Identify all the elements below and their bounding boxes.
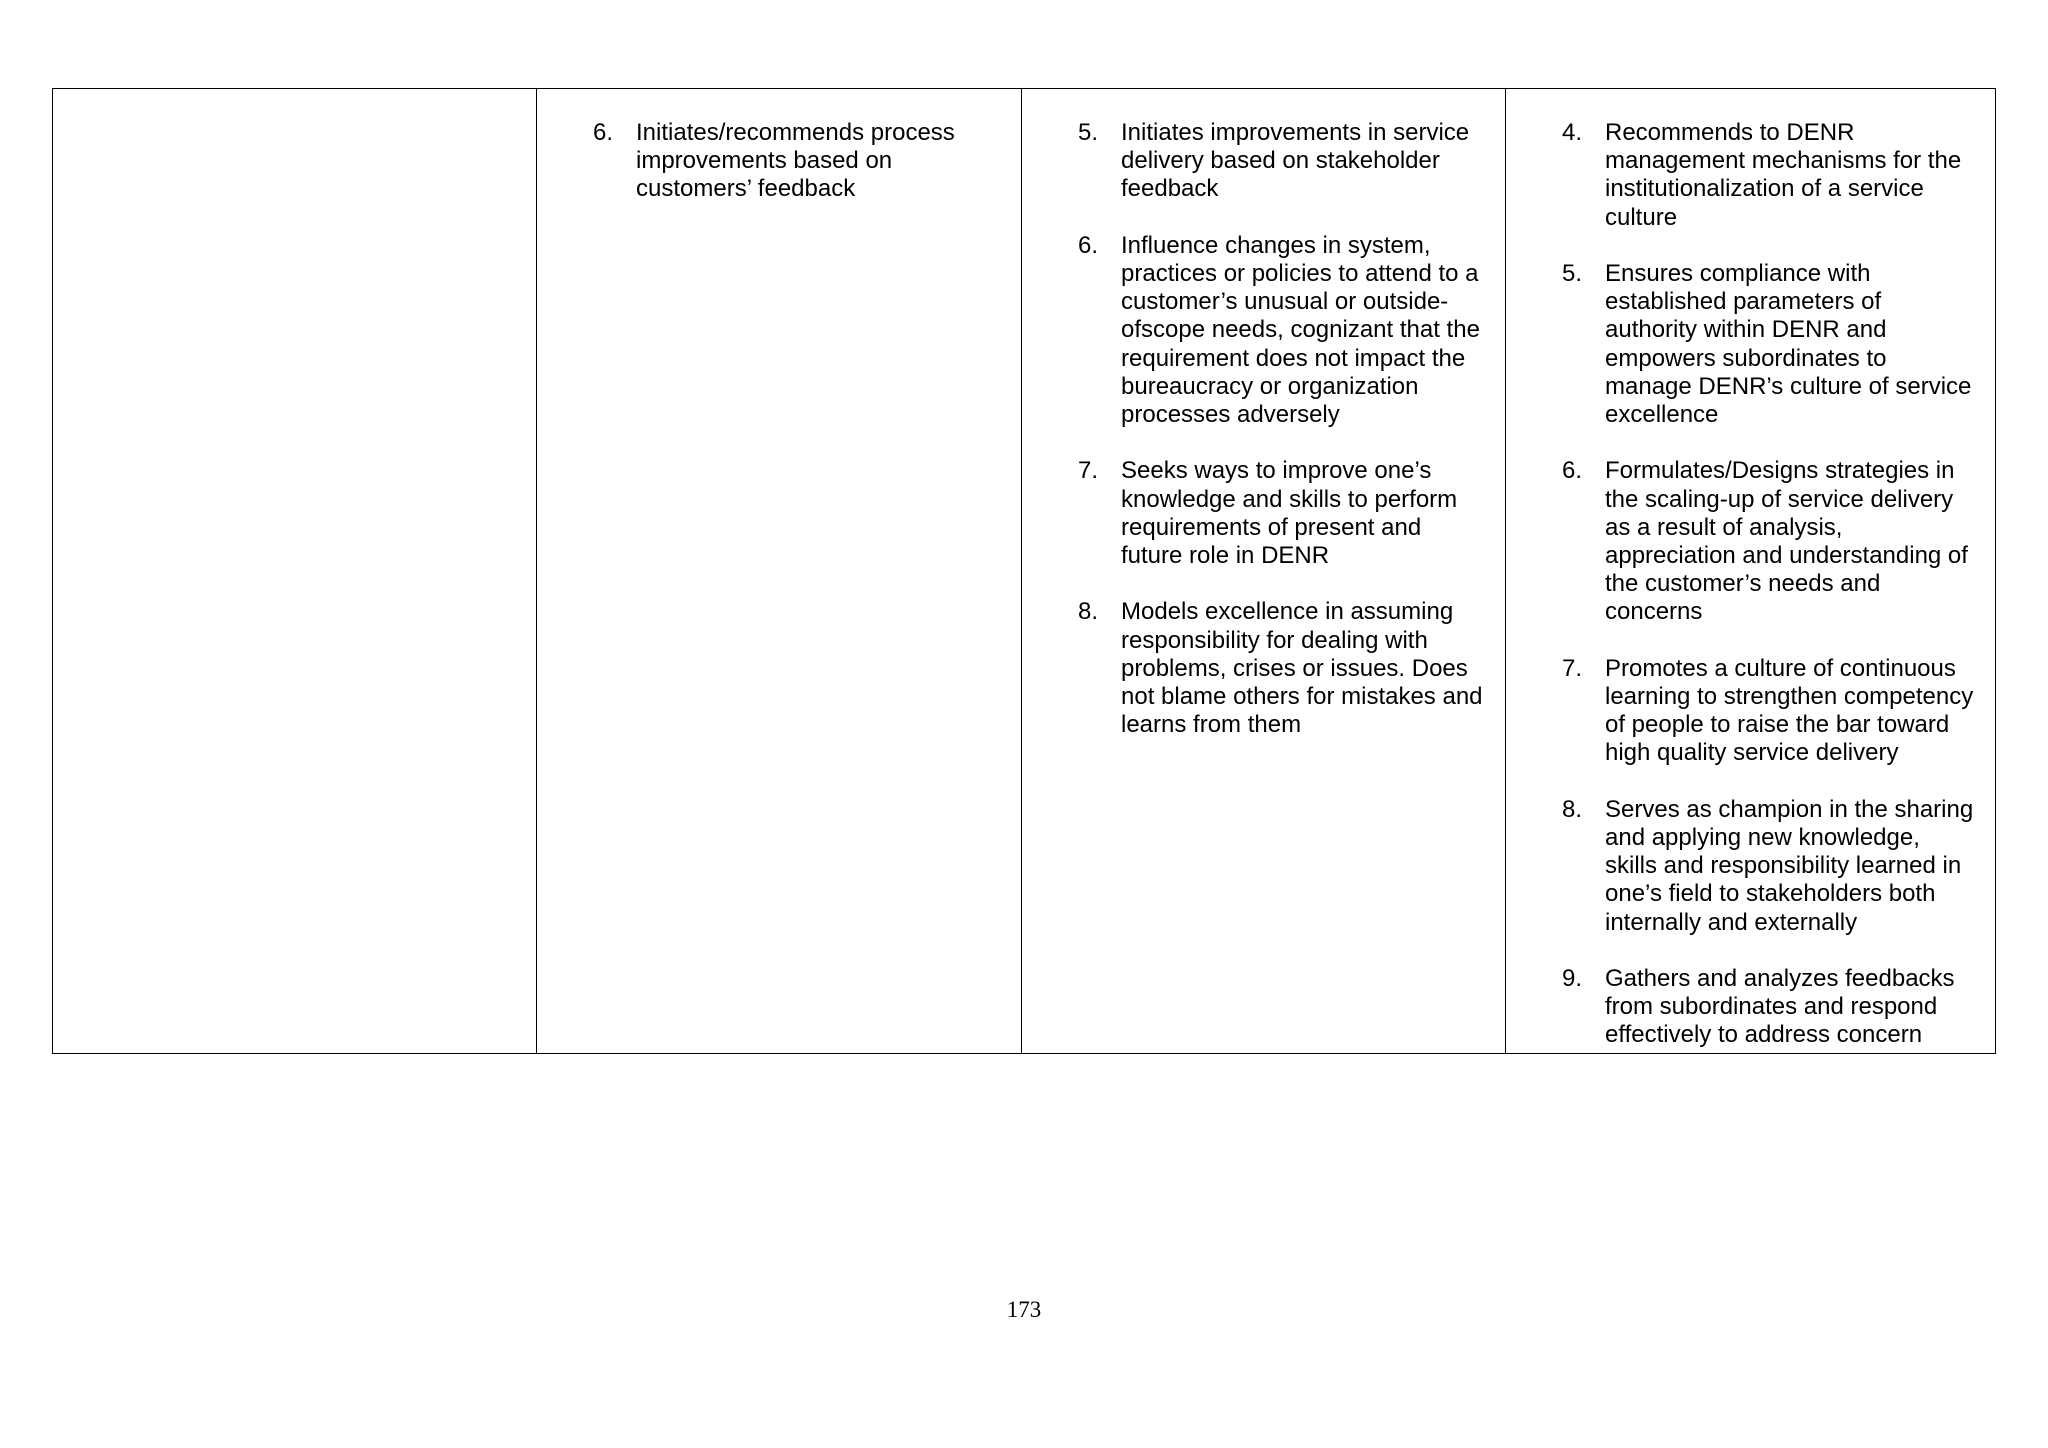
list-item <box>1562 457 1973 626</box>
text-line: the scaling-up of service delivery <box>1605 485 1954 513</box>
item-number: 6. <box>1078 231 1099 259</box>
list-item <box>1562 260 1973 429</box>
text-line: from subordinates and respond <box>1605 993 1938 1021</box>
text-line: culture <box>1605 203 1678 231</box>
list-item <box>1562 965 1973 1050</box>
competency-table <box>52 88 1996 1054</box>
text-line: Serves as champion in the sharing <box>1605 795 1974 823</box>
text-line: delivery based on stakeholder <box>1121 147 1440 175</box>
text-line: Influence changes in system, <box>1121 231 1431 259</box>
item-text <box>1605 260 1971 429</box>
item-number: 7. <box>1562 654 1583 682</box>
text-line: institutionalization of a service <box>1605 175 1924 203</box>
text-line: high quality service delivery <box>1605 739 1899 767</box>
item-text <box>1605 796 1973 937</box>
text-line: requirements of present and <box>1121 513 1422 541</box>
text-line: authority within DENR and <box>1605 316 1887 344</box>
text-line: customers’ feedback <box>636 175 856 203</box>
text-line: customer’s unusual or outside- <box>1121 288 1449 316</box>
item-number: 6. <box>593 119 614 146</box>
item-text <box>1121 457 1457 570</box>
list-item <box>1562 796 1973 937</box>
text-line: Seeks ways to improve one’s <box>1121 457 1432 485</box>
item-text <box>1605 655 1973 768</box>
item-number: 8. <box>1078 598 1099 626</box>
item-number: 7. <box>1078 457 1099 485</box>
item-text <box>1121 598 1483 739</box>
list-item <box>1078 598 1483 739</box>
text-line: feedback <box>1121 175 1219 203</box>
text-line: effectively to address concern <box>1605 1021 1923 1049</box>
list-item <box>1562 655 1973 768</box>
text-line: Gathers and analyzes feedbacks <box>1605 965 1955 993</box>
item-text <box>1121 232 1480 429</box>
text-line: internally and externally <box>1605 908 1858 936</box>
list-item <box>1078 232 1483 429</box>
text-line: responsibility for dealing with <box>1121 626 1428 654</box>
item-text <box>1121 119 1469 204</box>
text-line: Promotes a culture of continuous <box>1605 654 1956 682</box>
numbered-list <box>1078 119 1483 739</box>
numbered-list <box>593 119 955 204</box>
text-line: ofscope needs, cognizant that the <box>1121 316 1480 344</box>
text-line: established parameters of <box>1605 288 1882 316</box>
text-line: learns from them <box>1121 711 1302 739</box>
item-text <box>1605 965 1955 1050</box>
list-item <box>593 119 955 204</box>
text-line: empowers subordinates to <box>1605 344 1887 372</box>
list-item <box>1078 457 1483 570</box>
text-line: one’s field to stakeholders both <box>1605 880 1936 908</box>
item-number: 8. <box>1562 795 1583 823</box>
text-line: problems, crises or issues. Does <box>1121 654 1468 682</box>
item-text <box>636 119 955 204</box>
text-line: Initiates improvements in service <box>1121 119 1470 146</box>
text-line: future role in DENR <box>1121 542 1330 570</box>
text-line: appreciation and understanding of <box>1605 542 1968 570</box>
text-line: learning to strengthen competency <box>1605 683 1974 711</box>
page-number: 173 <box>1006 1297 1042 1322</box>
text-line: skills and responsibility learned in <box>1605 852 1962 880</box>
text-line: as a result of analysis, <box>1605 513 1843 541</box>
item-number: 4. <box>1562 119 1583 146</box>
text-line: concerns <box>1605 598 1703 626</box>
item-number: 5. <box>1078 119 1099 146</box>
table-cell-column-2 <box>536 89 1021 1053</box>
text-line: of people to raise the bar toward <box>1605 711 1950 739</box>
item-text <box>1605 119 1961 232</box>
text-line: management mechanisms for the <box>1605 147 1962 175</box>
item-number: 9. <box>1562 965 1583 993</box>
item-text <box>1605 457 1968 626</box>
text-line: Recommends to DENR <box>1605 119 1855 146</box>
text-line: processes adversely <box>1121 401 1340 429</box>
list-item <box>1078 119 1483 204</box>
list-item <box>1562 119 1973 232</box>
text-line: Formulates/Designs strategies in <box>1605 457 1955 485</box>
text-line: knowledge and skills to perform <box>1121 485 1458 513</box>
text-line: Models excellence in assuming <box>1121 598 1454 626</box>
numbered-list <box>1562 119 1973 1050</box>
table-cell-column-4 <box>1505 89 1995 1053</box>
table-cell-column-3 <box>1021 89 1505 1053</box>
text-line: improvements based on <box>636 147 893 175</box>
text-line: Ensures compliance with <box>1605 260 1871 287</box>
text-line: not blame others for mistakes and <box>1121 683 1483 711</box>
text-line: bureaucracy or organization <box>1121 372 1419 400</box>
table-cell-empty <box>53 89 536 1053</box>
text-line: practices or policies to attend to a <box>1121 260 1479 287</box>
text-line: and applying new knowledge, <box>1605 824 1920 852</box>
text-line: requirement does not impact the <box>1121 344 1466 372</box>
text-line: excellence <box>1605 401 1719 429</box>
item-number: 6. <box>1562 457 1583 485</box>
text-line: manage DENR’s culture of service <box>1605 372 1972 400</box>
text-line: Initiates/recommends process <box>636 119 955 146</box>
item-number: 5. <box>1562 260 1583 287</box>
text-line: the customer’s needs and <box>1605 570 1881 598</box>
